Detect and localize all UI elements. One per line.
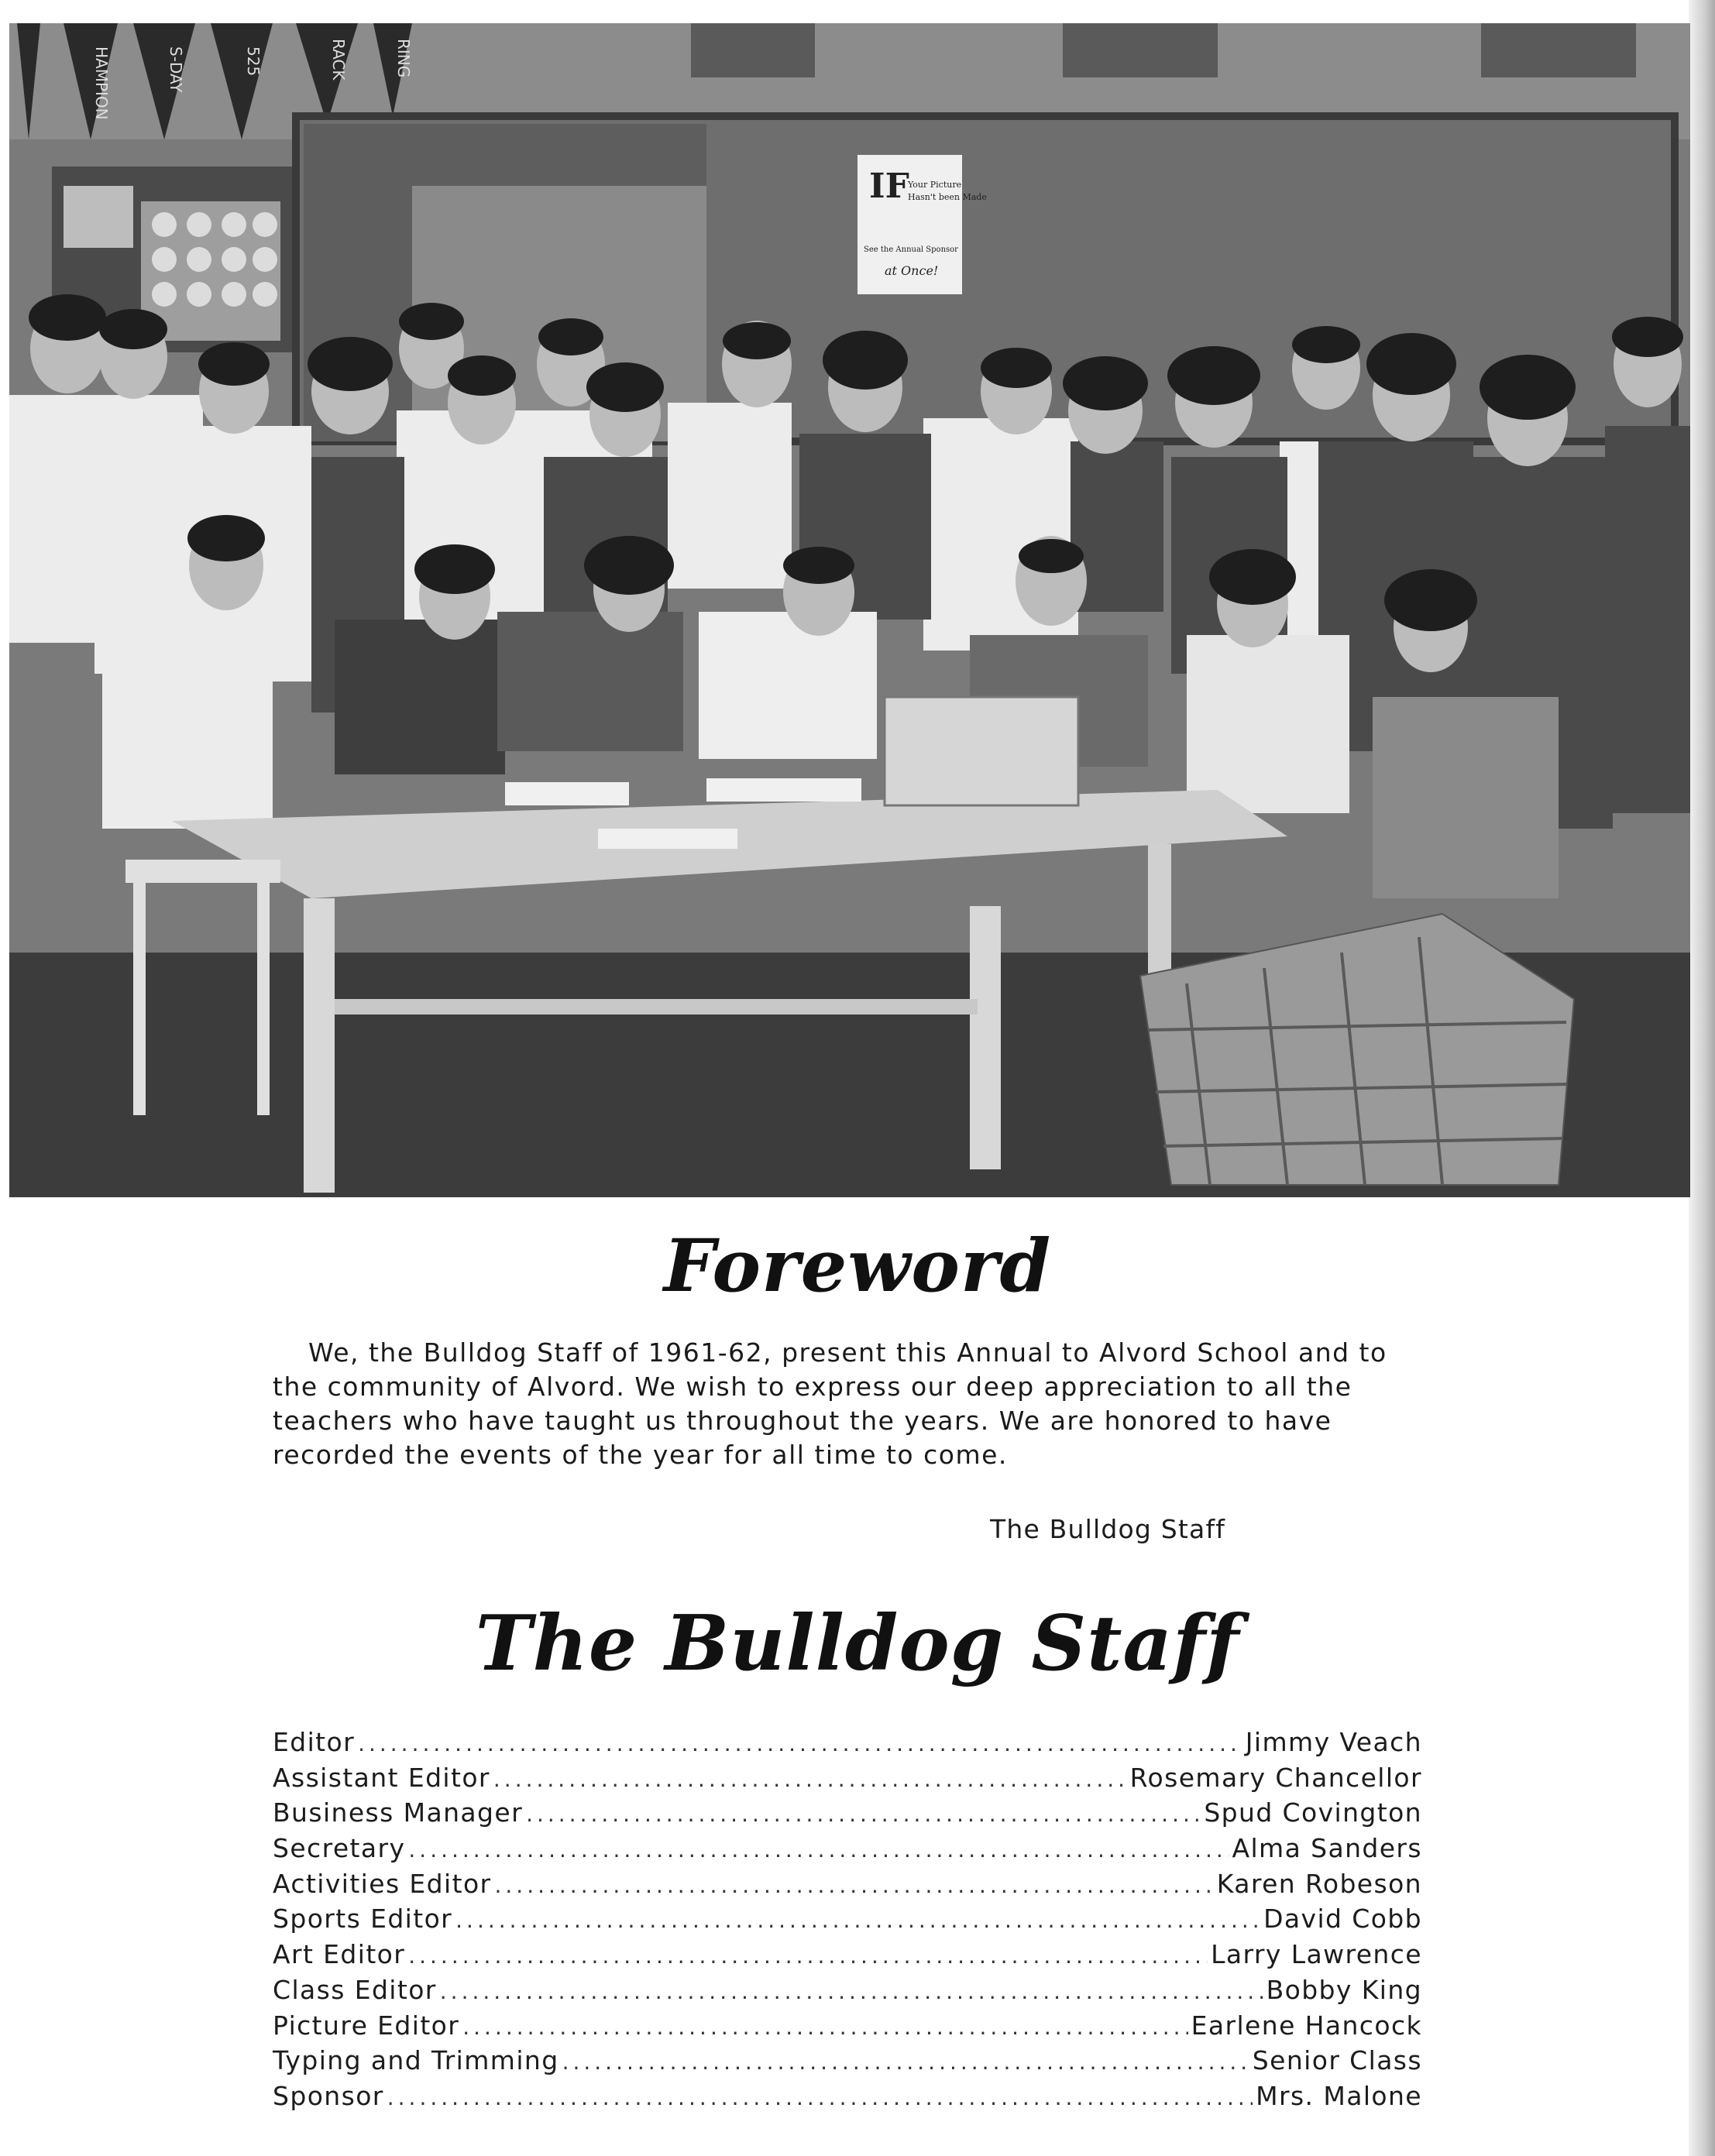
staff-group-photo (9, 23, 1690, 1197)
page-edge-shadow (1689, 0, 1715, 2156)
sign-line-2: Your Picture (908, 180, 962, 190)
staff-row-sponsor (273, 2081, 1422, 2117)
dot-leader (440, 1979, 1263, 2004)
staff-role: Activities Editor (273, 1868, 492, 1899)
pennant-label-5: RING (394, 39, 413, 78)
foreword-heading: Foreword (663, 1224, 1052, 1309)
staff-row-class-editor (273, 1975, 1422, 2010)
dot-leader (387, 2085, 1253, 2110)
staff-name: Alma Sanders (1232, 1833, 1422, 1864)
staff-list (273, 1727, 1422, 2117)
staff-name: Spud Covington (1204, 1797, 1422, 1828)
staff-name: Earlene Hancock (1191, 2010, 1422, 2041)
staff-name: Mrs. Malone (1256, 2080, 1422, 2111)
foreword-body: We, the Bulldog Staff of 1961-62, present this Annual to Alvord School and to the community of Alvord. We wish to express our deep appreciation to all the teachers who have taught us throughout the years. We are honored to have recorded the events of the year for all time to come. (273, 1337, 1387, 1470)
sign-line-5: at Once! (885, 263, 939, 278)
pennant-label-1: HAMPION (92, 46, 111, 120)
dot-leader (455, 1907, 1260, 1933)
staff-row-picture-editor (273, 2010, 1422, 2046)
sign-line-3: Hasn't been Made (908, 192, 987, 202)
staff-role: Business Manager (273, 1797, 524, 1828)
staff-name: Larry Lawrence (1211, 1939, 1422, 1970)
pennant-label-3: 525 (244, 46, 263, 77)
staff-role: Editor (273, 1727, 356, 1757)
staff-row-art-editor (273, 1939, 1422, 1975)
staff-row-activities-editor (273, 1869, 1422, 1904)
dot-leader (526, 1801, 1201, 1827)
dot-leader (562, 2049, 1249, 2075)
sign-if: IF (869, 167, 909, 206)
staff-heading: The Bulldog Staff (475, 1599, 1240, 1688)
staff-name: Karen Robeson (1216, 1868, 1422, 1899)
staff-row-sports-editor (273, 1904, 1422, 1939)
staff-role: Class Editor (273, 1974, 437, 2005)
staff-name: Rosemary Chancellor (1129, 1762, 1422, 1793)
dot-leader (408, 1943, 1208, 1969)
dot-leader (495, 1873, 1214, 1898)
staff-row-editor (273, 1727, 1422, 1763)
dot-leader (408, 1837, 1229, 1862)
foreword-paragraph (273, 1336, 1435, 1472)
staff-role: Picture Editor (273, 2010, 460, 2041)
staff-name: Bobby King (1266, 1974, 1422, 2005)
dot-leader (493, 1766, 1127, 1792)
staff-name: Senior Class (1252, 2045, 1422, 2076)
staff-name: David Cobb (1263, 1904, 1422, 1935)
staff-row-assistant-editor (273, 1763, 1422, 1798)
sign-line-4: See the Annual Sponsor (864, 245, 958, 254)
staff-role: Typing and Trimming (273, 2045, 559, 2076)
staff-row-typing-and-trimming (273, 2045, 1422, 2081)
staff-role: Secretary (273, 1833, 406, 1864)
staff-row-secretary (273, 1833, 1422, 1869)
pennant-label-2: S-DAY (167, 46, 185, 93)
dot-leader (462, 2014, 1187, 2040)
staff-role: Sports Editor (273, 1904, 453, 1935)
pennant-label-4: RACK (329, 39, 348, 81)
dot-leader (358, 1731, 1242, 1756)
staff-role: Art Editor (273, 1939, 406, 1970)
staff-name: Jimmy Veach (1245, 1727, 1422, 1757)
staff-role: Sponsor (273, 2080, 384, 2111)
staff-row-business-manager (273, 1797, 1422, 1833)
foreword-signature: The Bulldog Staff (990, 1514, 1226, 1544)
staff-role: Assistant Editor (273, 1762, 490, 1793)
